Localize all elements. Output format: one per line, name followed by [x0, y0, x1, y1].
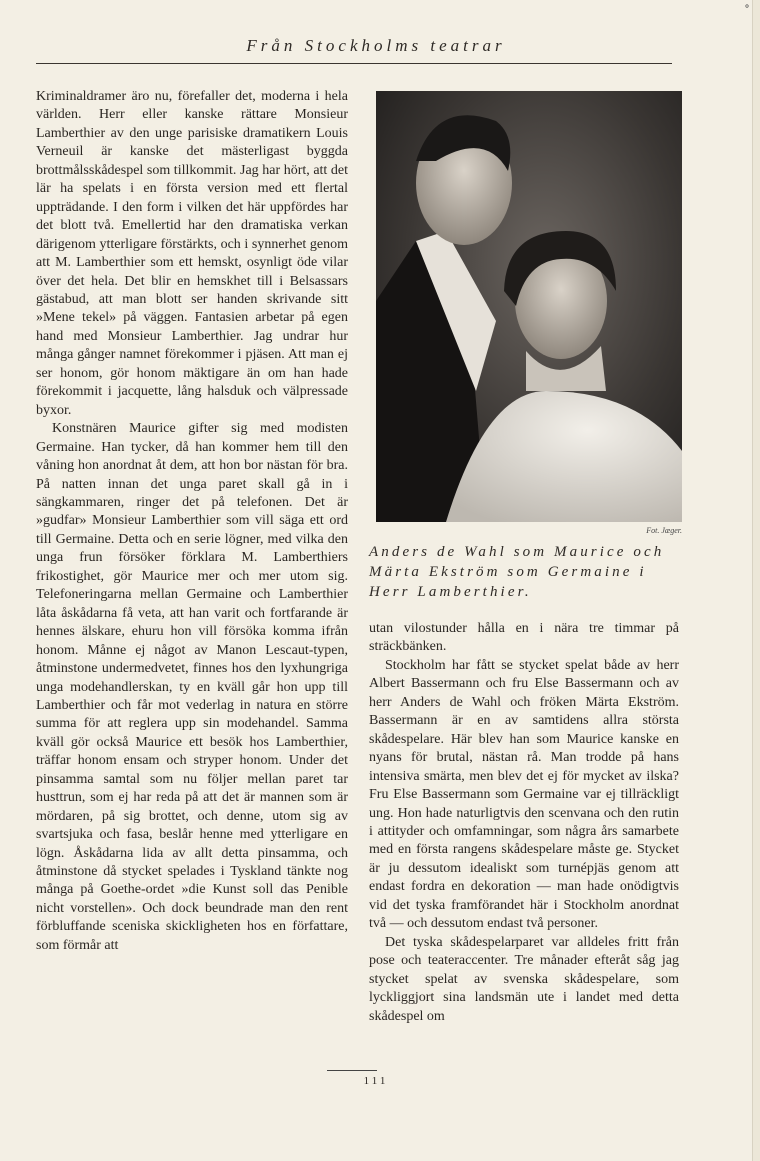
corner-mark: ˚	[744, 4, 750, 18]
portrait-photo	[376, 91, 682, 522]
photo-image	[376, 91, 682, 522]
paragraph: Konstnären Maurice gifter sig med modisten Germaine. Han tycker, då han kommer hem till den våning hon anordnat åt dem, att hon bor nästan för bra. På natten innan det unga paret skall gå in i sängkammaren, ringer det på telefonen. Det är »gudfar» Monsieur Lamberthier som vill säga ett ord till Germaine. Detta och en serie lögner, med vilka den unga frun försöker förklara M. Lamberthiers frikostighet, gör Maurice mer och mer utom sig. Telefoneringarna mellan Germaine och Lamberthier låta åskådarna få veta, att han varit och fortfarande är hennes älskare, ehuru hon vill försöka komma ifrån honom. Månne ej något av Manon Lescaut-typen, åtminstone undermedvetet, finnes hos den lyxhungriga unga modehandlerskan, ty en kväll går hon upp till Lamberthier och får mot vederlag in natura en större summa för att reglera upp sin modehandel. Samma kväll gör också Maurice ett besök hos Lamberthier, träffar honom ensam och stryper honom. Under det pinsamma samtal som nu följer mellan paret tar husttrun, som ej har reda på att det är mannen som är mördaren, på sig brottet, och denne, utom sig av svartsjuka och fasa, beslår henne med ytterligare en lögn. Åskådarna lida av allt detta pinsamma, och åtminstone då stycket spelades i Tyskland tänkte nog många på Goethe-ordet »die Kunst soll das Penible nicht vorstellen». Och dock beundrade man den rent förbluffande sceniska skickligheten hos en författare, som förmår att	[36, 421, 348, 953]
paragraph: Det tyska skådespelarparet var alldeles fritt från pose och teateraccenter. Tre månader efteråt såg jag stycket spelat av svenska skådespelare, som lyckliggjort sina landsmän ute i landet med detta skådespel om	[369, 934, 679, 1024]
photo-credit: Fot. Jæger.	[646, 526, 682, 535]
photo-caption: Anders de Wahl som Maurice och Märta Ekström som Germaine i Herr Lamberthier.	[369, 544, 665, 600]
right-column	[369, 620, 679, 1026]
left-column	[36, 88, 348, 955]
paragraph: Stockholm har fått se stycket spelat både av herr Albert Bassermann och fru Else Bassermann och av herr Anders de Wahl och fröken Märta Ekström. Bassermann är en av samtidens allra största skådespelare. Här blev han som Maurice kanske en nyans för brutal, nästan rå. Man trodde på hans intensiva smärta, men blev det ej för mycket av ilska? Fru Else Bassermann som Germaine var ej tillräckligt ung. Hon hade naturligtvis den scenvana och den rutin i attityder och omfamningar, som några års samarbete med en första rangens skådespelare måste ge. Stycket är ju dessutom idealiskt som turnépjäs genom att endast fordra en dekoration — man hade onödigtvis vid det tyska framförandet här i Stockholm anordnat två — och dessutom endast två personer.	[369, 657, 679, 932]
running-header: Från Stockholms teatrar	[246, 36, 506, 55]
page-number-rule	[327, 1070, 377, 1071]
paragraph: Kriminaldramer äro nu, förefaller det, moderna i hela världen. Herr eller kanske rättare Monsieur Lamberthier av den unge parisiske dramatikern Louis Verneuil är kanske det mästerligast byggda brottmålsskådespel som tillkommit. Jag har hört, att det lär ha spelats i en första version med ett flertal uppträdande. I den form i vilken det här uppfördes har det blott två. Emellertid har den dramatiska verkan därigenom ytterligare förstärkts, och i synnerhet genom att M. Lamberthier som ett hemskt, osynligt öde vilar över det hela. Det blir en hemskhet till i Belsassars gästabud, att man blott ser handen skrivande sitt »Mene tekel» på väggen. Fantasien arbetar på egen hand med Monsieur Lamberthier. Jag undrar hur många gånger namnet förekommer i pjäsen. Att man ej ser honom, gör honom mäktigare än om han hade förekommit i jacquette, lång halsduk och välpressade byxor.	[36, 89, 348, 418]
header-rule	[36, 63, 672, 64]
page-number: 111	[363, 1075, 389, 1087]
paragraph: utan vilostunder hålla en i nära tre timmar på sträckbänken.	[369, 621, 679, 655]
